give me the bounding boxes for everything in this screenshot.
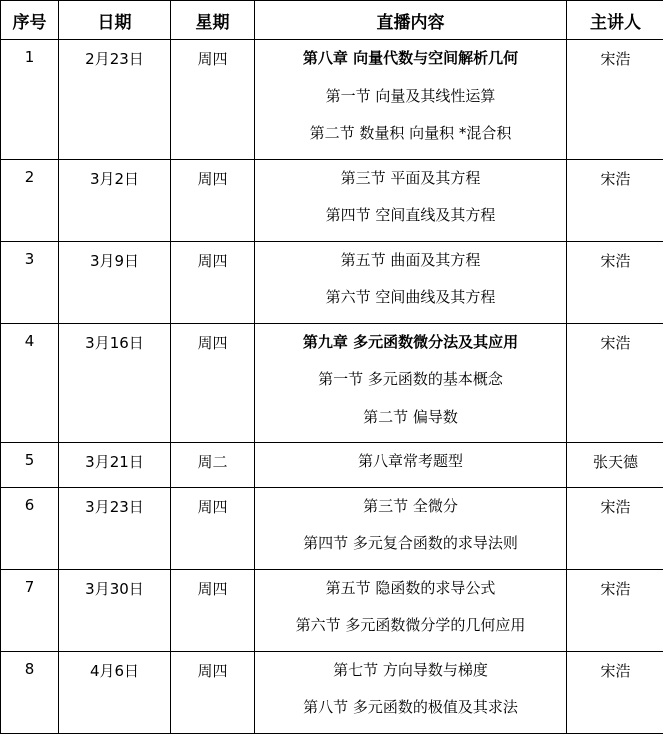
date-cell: 3月16日 [59,323,171,443]
no-cell: 3 [1,241,59,323]
speaker-cell: 宋浩 [567,40,663,160]
date-cell: 3月9日 [59,241,171,323]
weekday-cell: 周四 [171,241,255,323]
date-cell: 2月23日 [59,40,171,160]
content-cell [255,651,567,733]
section-line: 第一节 多元函数的基本概念 [255,367,566,405]
no-cell: 4 [1,323,59,443]
date-cell: 3月21日 [59,443,171,488]
content-cell [255,241,567,323]
table-row [1,651,663,733]
date-cell: 3月23日 [59,487,171,569]
date-cell: 3月30日 [59,569,171,651]
weekday-cell: 周四 [171,159,255,241]
weekday-cell: 周二 [171,443,255,488]
weekday-cell: 周四 [171,651,255,733]
section-line: 第二节 偏导数 [255,405,566,443]
chapter-title: 第八章 向量代数与空间解析几何 [255,46,566,84]
header-date: 日期 [59,1,171,40]
chapter-title: 第九章 多元函数微分法及其应用 [255,330,566,368]
table-row [1,323,663,443]
header-speaker: 主讲人 [567,1,663,40]
section-line: 第五节 曲面及其方程 [255,248,566,286]
section-line: 第三节 全微分 [255,494,566,532]
weekday-cell: 周四 [171,40,255,160]
section-line: 第四节 多元复合函数的求导法则 [255,531,566,569]
content-cell [255,443,567,488]
no-cell: 5 [1,443,59,488]
content-cell [255,487,567,569]
section-line: 第八章常考题型 [255,449,566,487]
section-line: 第二节 数量积 向量积 *混合积 [255,121,566,159]
section-line: 第四节 空间直线及其方程 [255,203,566,241]
speaker-cell: 张天德 [567,443,663,488]
section-line: 第八节 多元函数的极值及其求法 [255,695,566,733]
speaker-cell: 宋浩 [567,569,663,651]
weekday-cell: 周四 [171,569,255,651]
no-cell: 7 [1,569,59,651]
table-row [1,40,663,160]
no-cell: 1 [1,40,59,160]
content-cell [255,323,567,443]
table-row [1,159,663,241]
section-line: 第一节 向量及其线性运算 [255,84,566,122]
speaker-cell: 宋浩 [567,651,663,733]
section-line: 第七节 方向导数与梯度 [255,658,566,696]
speaker-cell: 宋浩 [567,241,663,323]
date-cell: 4月6日 [59,651,171,733]
section-line: 第六节 空间曲线及其方程 [255,285,566,323]
no-cell: 6 [1,487,59,569]
no-cell: 2 [1,159,59,241]
header-content: 直播内容 [255,1,567,40]
section-line: 第六节 多元函数微分学的几何应用 [255,613,566,651]
header-weekday: 星期 [171,1,255,40]
content-cell [255,159,567,241]
content-cell [255,40,567,160]
table-row [1,569,663,651]
weekday-cell: 周四 [171,323,255,443]
content-cell [255,569,567,651]
no-cell: 8 [1,651,59,733]
header-no: 序号 [1,1,59,40]
section-line: 第五节 隐函数的求导公式 [255,576,566,614]
section-line: 第三节 平面及其方程 [255,166,566,204]
speaker-cell: 宋浩 [567,323,663,443]
header-row [1,1,663,40]
weekday-cell: 周四 [171,487,255,569]
table-row [1,443,663,488]
table-row [1,487,663,569]
date-cell: 3月2日 [59,159,171,241]
speaker-cell: 宋浩 [567,159,663,241]
table-row [1,241,663,323]
speaker-cell: 宋浩 [567,487,663,569]
